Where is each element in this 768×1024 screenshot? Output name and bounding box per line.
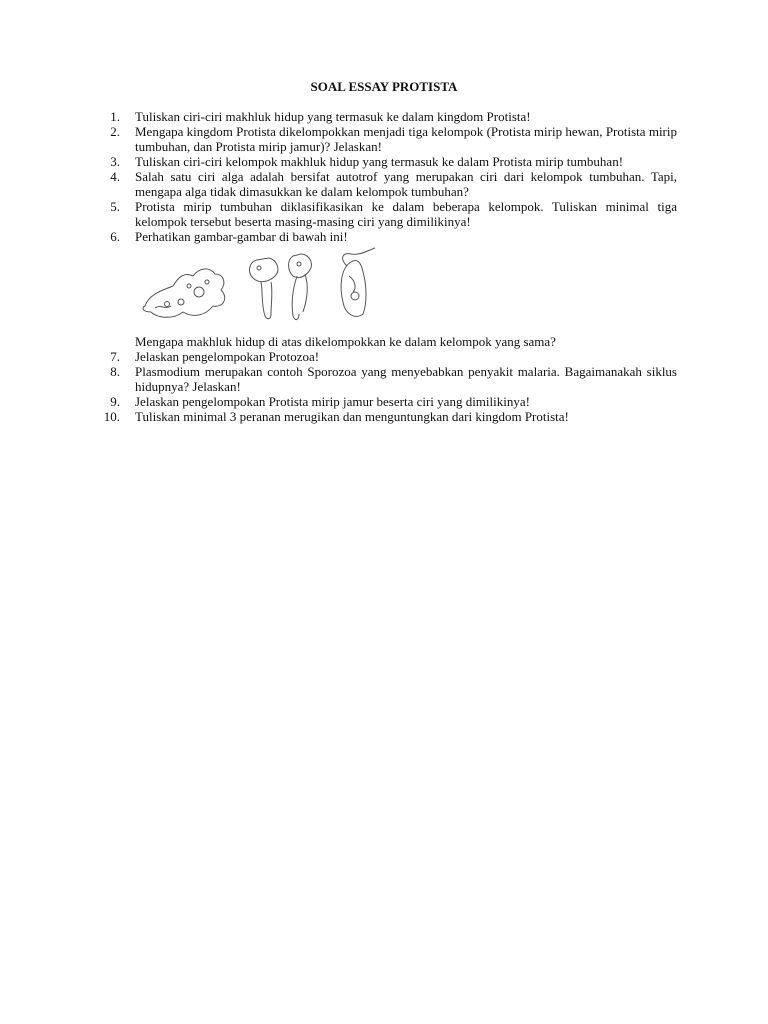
question-number: 7. [110,349,120,364]
question-number: 2. [110,124,120,139]
question-number: 8. [110,364,120,379]
question-text: Tuliskan minimal 3 peranan merugikan dan menguntungkan dari kingdom Protista! [135,409,569,424]
question-number: 9. [110,394,120,409]
ciliate-drawing [341,248,375,316]
question-text: Tuliskan ciri-ciri makhluk hidup yang termasuk ke dalam kingdom Protista! [135,109,531,124]
figure-caption: Mengapa makhluk hidup di atas dikelompokkan ke dalam kelompok yang sama? [135,334,556,349]
question-2 [0,124,768,154]
page-title: SOAL ESSAY PROTISTA [310,79,458,94]
question-number: 3. [110,154,120,169]
flagellate-drawing [250,254,312,320]
question-text: Jelaskan pengelompokan Protista mirip jamur beserta ciri yang dimilikinya! [135,394,530,409]
question-number: 10. [103,409,120,424]
question-text: Perhatikan gambar-gambar di bawah ini! [135,229,348,244]
question-text: Salah satu ciri alga adalah bersifat autotrof yang merupakan ciri dari kelompok tumbuhan. Tapi, mengapa alga tidak dimasukkan ke dalam kelompok tumbuhan? [135,169,677,199]
question-list [0,109,768,424]
question-8 [0,364,768,394]
question-4 [0,169,768,199]
question-number: 1. [110,109,120,124]
question-text: Tuliskan ciri-ciri kelompok makhluk hidup yang termasuk ke dalam Protista mirip tumbuhan! [135,154,624,169]
question-number: 5. [110,199,120,214]
question-text: Protista mirip tumbuhan diklasifikasikan ke dalam beberapa kelompok. Tuliskan minimal tiga kelompok tersebut beserta masing-masing ciri yang dimilikinya! [135,199,677,229]
question-5 [0,199,768,229]
question-7 [0,349,768,364]
question-number: 4. [110,169,120,184]
question-text: Mengapa kingdom Protista dikelompokkan menjadi tiga kelompok (Protista mirip hewan, Protista mirip tumbuhan, dan Protista mirip jamur)? Jelaskan! [135,124,677,154]
question-1 [0,109,768,124]
question-text: Jelaskan pengelompokan Protozoa! [135,349,320,364]
question-text: Plasmodium merupakan contoh Sporozoa yang menyebabkan penyakit malaria. Bagaimanakah siklus hidupnya? Jelaskan! [135,364,677,394]
amoeba-drawing [143,269,225,317]
protozoa-illustration [135,246,395,328]
question-3 [0,154,768,169]
question-10 [0,409,768,424]
question-6 [0,229,768,244]
question-number: 6. [110,229,120,244]
question-9 [0,394,768,409]
